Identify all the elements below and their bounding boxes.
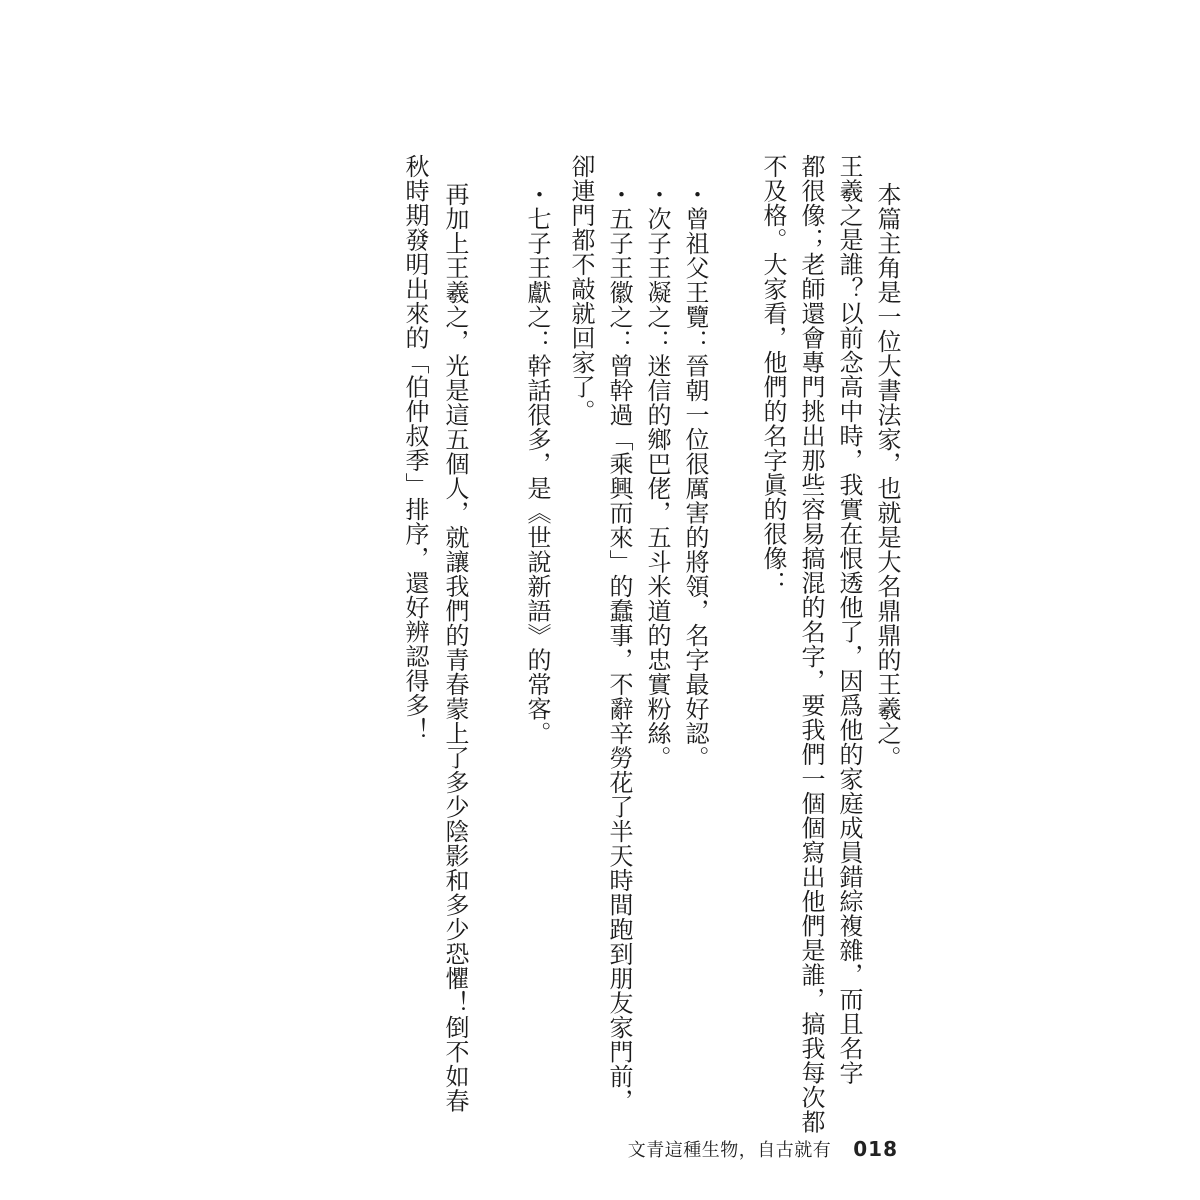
list-item-wang-lan: ・曾祖父王覽：晉朝一位很厲害的將領，名字最好認。 [681, 182, 709, 770]
paragraph-intro-line: 本篇主角是一位大書法家，也就是大名鼎鼎的王羲之。 [873, 182, 901, 770]
page-number: 018 [853, 1137, 898, 1161]
list-item-wang-ningzhi: ・次子王凝之：迷信的鄉巴佬，五斗米道的忠實粉絲。 [643, 182, 671, 770]
paragraph-who-line-2: 都很像；老師還會專門挑出那些容易搞混的名字，要我們一個個寫出他們是誰，搞我每次都 [797, 154, 825, 1134]
paragraph-who-line-3: 不及格。大家看，他們的名字眞的很像： [759, 154, 787, 595]
list-item-wang-xianzhi: ・七子王獻之：幹話很多，是《世說新語》的常客。 [523, 182, 551, 746]
list-item-wang-huizhi-continued: 卻連門都不敲就回家了。 [567, 154, 595, 424]
list-item-wang-huizhi: ・五子王徽之：曾幹過「乘興而來」的蠢事，不辭辛勞花了半天時間跑到朋友家門前， [605, 182, 633, 1113]
page-footer [628, 1136, 898, 1162]
paragraph-conclusion-line-1: 再加上王羲之，光是這五個人，就讓我們的青春蒙上了多少陰影和多少恐懼！倒不如春 [441, 182, 469, 1113]
paragraph-conclusion-line-2: 秋時期發明出來的「伯仲叔季」排序，還好辨認得多！ [401, 154, 429, 742]
running-title: 文青這種生物，自古就有 [627, 1140, 832, 1161]
paragraph-who-line-1: 王羲之是誰？以前念高中時，我實在恨透他了，因爲他的家庭成員錯綜複雜，而且名字 [835, 154, 863, 1085]
